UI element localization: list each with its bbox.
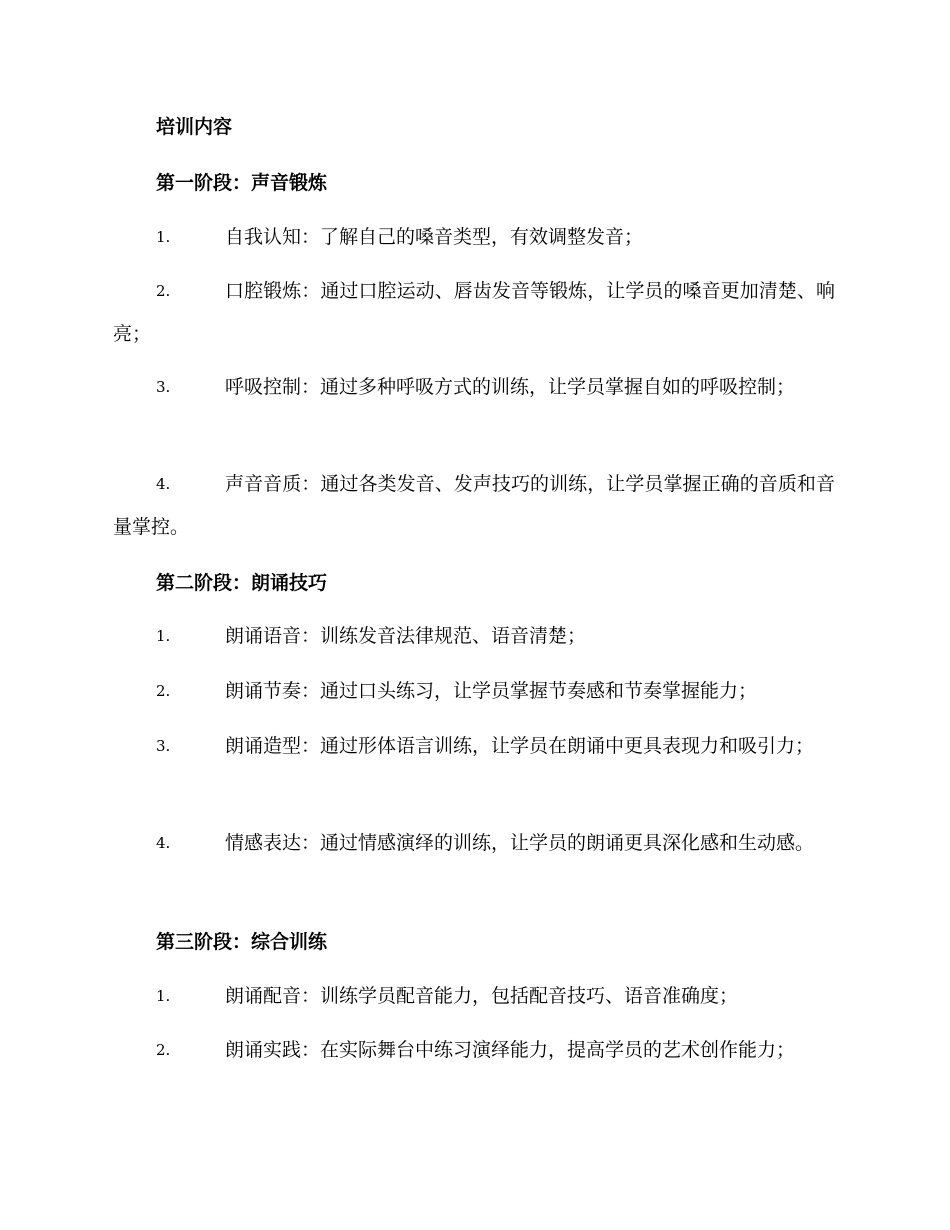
- list-item-number: 2.: [156, 682, 171, 700]
- list-item-number: 1.: [156, 228, 171, 246]
- list-item: [113, 1029, 835, 1072]
- list-item-number: 4.: [156, 475, 171, 493]
- list-item: [113, 270, 835, 356]
- section-heading-3: 第三阶段：综合训练: [156, 931, 328, 953]
- list-item-text: 朗诵造型：通过形体语言训练，让学员在朗诵中更具表现力和吸引力；: [225, 735, 815, 757]
- list-item-text: 口腔锻炼：通过口腔运动、唇齿发音等锻炼，让学员的嗓音更加清楚、响亮；: [113, 280, 835, 345]
- list-item-number: 2.: [156, 282, 171, 300]
- list-item: [113, 615, 835, 658]
- list-item-number: 2.: [156, 1041, 171, 1059]
- document-title: 培训内容: [156, 116, 233, 138]
- list-item-text: 朗诵节奏：通过口头练习，让学员掌握节奏感和节奏掌握能力；: [225, 680, 758, 702]
- list-item-text: 朗诵实践：在实际舞台中练习演绎能力，提高学员的艺术创作能力；: [225, 1039, 796, 1061]
- list-item-number: 1.: [156, 627, 171, 645]
- list-item: [113, 366, 835, 409]
- section-heading-1: 第一阶段：声音锻炼: [156, 172, 328, 194]
- list-item-number: 3.: [156, 737, 171, 755]
- list-item-text: 声音音质：通过各类发音、发声技巧的训练，让学员掌握正确的音质和音量掌控。: [113, 473, 835, 538]
- list-item-text: 情感表达：通过情感演绎的训练，让学员的朗诵更具深化感和生动感。: [225, 832, 815, 854]
- section-heading-2: 第二阶段：朗诵技巧: [156, 572, 328, 594]
- list-item: [113, 725, 835, 768]
- list-item-number: 3.: [156, 378, 171, 396]
- list-item: [113, 216, 835, 259]
- list-item-text: 呼吸控制：通过多种呼吸方式的训练，让学员掌握自如的呼吸控制；: [225, 376, 796, 398]
- list-item: [113, 975, 835, 1018]
- list-item: [113, 463, 835, 549]
- list-item: [113, 670, 835, 713]
- list-item-number: 1.: [156, 987, 171, 1005]
- list-item-text: 朗诵配音：训练学员配音能力，包括配音技巧、语音准确度；: [225, 985, 739, 1007]
- list-item-number: 4.: [156, 834, 171, 852]
- list-item-text: 朗诵语音：训练发音法律规范、语音清楚；: [225, 625, 587, 647]
- list-item-text: 自我认知：了解自己的嗓音类型，有效调整发音；: [225, 226, 644, 248]
- list-item: [113, 822, 835, 865]
